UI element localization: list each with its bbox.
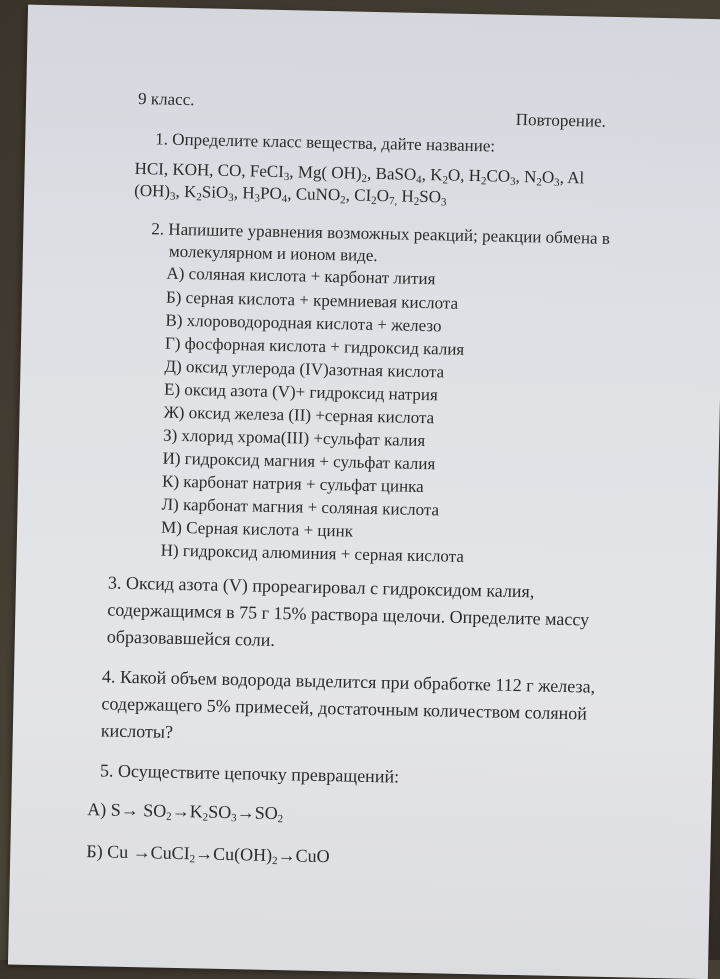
subscript: 2 (196, 191, 202, 204)
subscript: 2 (165, 810, 172, 823)
subscript: 3 (553, 176, 560, 189)
formula-text: H (397, 186, 414, 206)
formula-text: , H (233, 183, 255, 203)
topic-label: Повторение. (515, 109, 607, 131)
subscript: 3 (283, 171, 290, 184)
formula-text: O (541, 167, 555, 187)
formula-text: SO (208, 801, 232, 823)
subscript: 2 (480, 175, 487, 188)
task3-line1: 3. Оксид азота (V) прореагировал с гидроксидом калия, (107, 572, 535, 602)
task1-title: 1. Определите класс вещества, дайте название: (155, 129, 496, 156)
chain-a (87, 799, 284, 826)
task2-item: Ж) оксид железа (II) +серная кислота (163, 402, 435, 428)
task2-item: И) гидроксид магния + сульфат калия (162, 448, 436, 474)
task5-title: 5. Осуществите цепочку превращений: (99, 760, 400, 787)
subscript: 2 (370, 194, 377, 208)
task2-item: Л) карбонат магния + соляная кислота (161, 494, 440, 520)
subscript: 4 (415, 173, 422, 186)
formula-text: А) S→ SO (87, 799, 167, 821)
subscript: 2 (277, 813, 284, 826)
worksheet-page (8, 5, 720, 979)
formula-text: , CuNO (287, 184, 341, 205)
task2-item: Н) гидроксид алюминия + серная кислота (160, 540, 465, 566)
subscript: 2 (536, 176, 542, 189)
formula-text: CO (486, 166, 511, 186)
subscript: 3 (230, 812, 237, 825)
task2-item: Б) серная кислота + кремниевая кислота (165, 287, 459, 313)
task4-line1: 4. Какой объем водорода выделится при обработке 112 г железа, (101, 666, 596, 697)
task2-item: М) Серная кислота + цинк (160, 517, 354, 541)
subscript: 2 (413, 195, 420, 208)
formula-text: , BaSO (366, 163, 417, 184)
subscript: 3 (254, 192, 261, 205)
task2-title-line2: молекулярном и ионом виде. (168, 241, 378, 266)
subscript: 2 (271, 854, 278, 868)
subscript: 2 (339, 194, 346, 207)
task3-line3: образовавшейся соли. (106, 626, 276, 650)
subscript: 3 (509, 175, 516, 188)
formula-text: O (376, 186, 390, 206)
task2-item: Е) оксид азота (V)+ гидроксид натрия (163, 379, 439, 405)
subscript: 3 (440, 196, 447, 209)
subscript: 2 (189, 853, 196, 866)
task4-line2: содержащего 5% примесей, достаточным количеством соляной (101, 693, 588, 724)
formula-text: (OH) (134, 180, 171, 201)
formula-text: HCI, KOH, CO, FeCI (134, 158, 285, 182)
task1-formulas-line2 (134, 181, 447, 208)
task4-line3: кислоты? (100, 720, 174, 742)
subscript: 2 (361, 172, 368, 185)
subscript: 4 (281, 193, 288, 206)
formula-text: →SO (236, 802, 278, 824)
task2-item: Д) оксид углерода (IV)азотная кислота (164, 356, 445, 382)
subscript: 2 (442, 174, 449, 187)
formula-text: Б) Cu →CuCI (86, 841, 190, 864)
formula-text: , CI (345, 185, 372, 205)
task2-title-line1: 2. Напишите уравнения возможных реакций; реакции обмена в (151, 219, 611, 248)
formula-text: , Mg( OH) (289, 162, 362, 183)
task2-item: В) хлороводородная кислота + железо (165, 310, 442, 336)
formula-text: SO (419, 186, 442, 207)
subscript: 2 (202, 811, 209, 824)
formula-text: O, H (447, 165, 482, 186)
grade-label: 9 класс. (137, 88, 195, 110)
subscript: 7, (388, 195, 398, 208)
formula-text: →CuO (277, 845, 330, 867)
formula-text: , N (515, 166, 537, 187)
task2-item: К) карбонат натрия + сульфат цинка (161, 471, 424, 497)
task2-item: Г) фосфорная кислота + гидроксид калия (164, 333, 465, 359)
formula-text: SiO (201, 182, 229, 202)
formula-text: PO (259, 183, 283, 204)
formula-text: , Al (559, 167, 585, 188)
formula-text: , K (175, 181, 197, 202)
task3-line2: содержащимся в 75 г 15% раствора щелочи. Определите массу (107, 599, 590, 630)
formula-text: →K (171, 800, 203, 822)
task2-item: А) соляная кислота + карбонат лития (166, 263, 436, 289)
chain-b (86, 841, 330, 866)
subscript: 3 (228, 191, 234, 205)
formula-text: →Cu(OH) (194, 843, 273, 865)
formula-text: , K (421, 164, 443, 185)
subscript: 3 (169, 190, 176, 203)
task2-item: З) хлорид хрома(III) +сульфат калия (162, 425, 426, 451)
